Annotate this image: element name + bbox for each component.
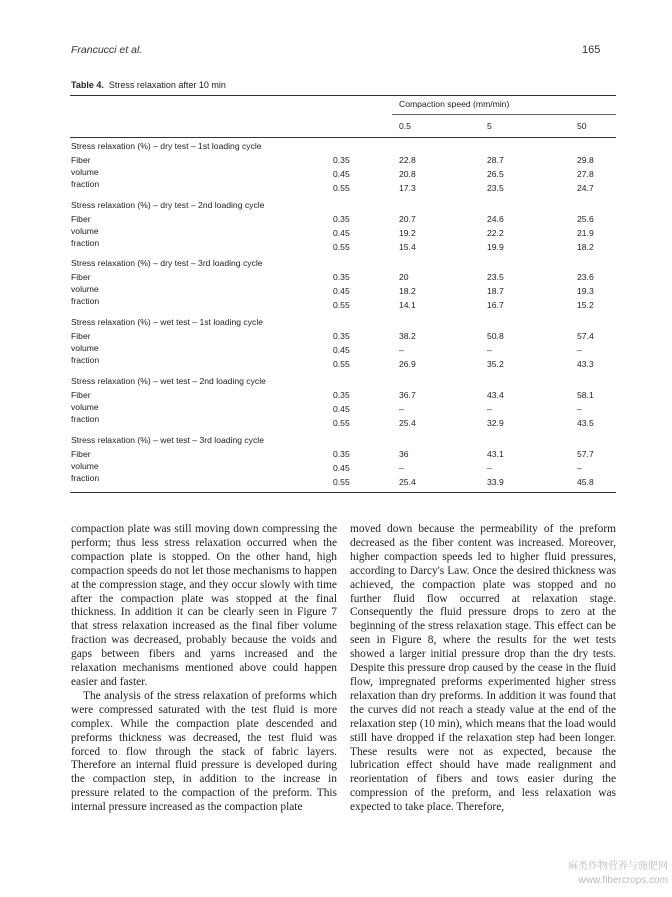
table-cell: 36 — [399, 448, 409, 459]
table-caption — [71, 80, 226, 90]
table-cell: 43.4 — [487, 389, 504, 400]
table-cell: 17.3 — [399, 183, 416, 193]
table-cell: 26.9 — [399, 359, 416, 370]
row-label-line: fraction — [71, 472, 100, 483]
table-group-title: Stress relaxation (%) – dry test – 2nd loading cycle — [71, 199, 265, 210]
fiber-volume-fraction-cell: 0.45 — [333, 462, 350, 473]
table-cell: 20 — [399, 272, 409, 283]
row-label-line: volume — [71, 401, 99, 412]
table-top-rule — [70, 95, 616, 96]
row-label-line: Fiber — [71, 155, 91, 165]
fiber-volume-fraction-cell: 0.55 — [333, 417, 350, 428]
row-label-line: Fiber — [71, 272, 91, 283]
table-title: Stress relaxation after 10 min — [108, 80, 226, 90]
table-cell: 43.5 — [577, 417, 594, 428]
table-cell: 18.2 — [399, 286, 416, 297]
paragraph: The analysis of the stress relaxation of preforms which were compressed saturated with the test fluid is more complex. While the compaction plate descended and preforms thickness was decreased, the test fluid was forced to flow through the stack of fabric layers. Therefore an internal fluid pressure is developed during the compaction step, in addition to the increase in pressure related to the compaction of the preform. This internal pressure increased as the compaction plate — [71, 689, 337, 814]
row-label-line: Fiber — [71, 213, 91, 224]
table-cell: 15.2 — [577, 300, 594, 311]
row-label-line: fraction — [71, 413, 100, 424]
row-label-line: volume — [71, 284, 99, 295]
row-label-line: volume — [71, 225, 99, 236]
table-cell: 21.9 — [577, 227, 594, 238]
table-cell: 23.5 — [487, 183, 504, 193]
table-cell: 18.2 — [577, 241, 594, 252]
table-cell: – — [577, 403, 582, 414]
table-group-title: Stress relaxation (%) – dry test – 1st loading cycle — [71, 141, 262, 151]
fiber-volume-fraction-cell: 0.35 — [333, 272, 350, 283]
row-label-line: volume — [71, 167, 99, 177]
column-group-rule — [392, 114, 616, 115]
fiber-volume-fraction-cell: 0.35 — [333, 448, 350, 459]
table-cell: 19.2 — [399, 227, 416, 238]
table-cell: 57.4 — [577, 331, 594, 342]
fiber-volume-fraction-cell: 0.55 — [333, 476, 350, 487]
table-cell: 43.1 — [487, 448, 504, 459]
table-group-title: Stress relaxation (%) – wet test – 3rd loading cycle — [71, 434, 264, 445]
table-cell: – — [577, 462, 582, 473]
fiber-volume-fraction-cell: 0.55 — [333, 183, 350, 193]
row-label-line: fraction — [71, 296, 100, 307]
fiber-volume-fraction-cell: 0.35 — [333, 331, 350, 342]
table-cell: 22.8 — [399, 155, 416, 165]
watermark-line: www.fibercrops.com — [578, 875, 668, 886]
table-cell: 25.4 — [399, 417, 416, 428]
table-cell: 24.7 — [577, 183, 594, 193]
row-label-line: fraction — [71, 237, 100, 248]
speed-header-1: 5 — [487, 121, 492, 131]
table-cell: 29.8 — [577, 155, 594, 165]
running-header-author: Francucci et al. — [71, 44, 143, 56]
fiber-volume-fraction-cell: 0.35 — [333, 213, 350, 224]
table-cell: 43.3 — [577, 359, 594, 370]
fiber-volume-fraction-cell: 0.45 — [333, 345, 350, 356]
table-cell: 27.8 — [577, 169, 594, 179]
table-header-rule — [70, 137, 616, 138]
table-label: Table 4. — [71, 80, 104, 90]
fiber-volume-fraction-cell: 0.35 — [333, 389, 350, 400]
row-label-line: volume — [71, 460, 99, 471]
table-cell: 15.4 — [399, 241, 416, 252]
table-cell: 35.2 — [487, 359, 504, 370]
table-cell: 36.7 — [399, 389, 416, 400]
table-group-title: Stress relaxation (%) – dry test – 3rd loading cycle — [71, 258, 263, 269]
table-cell: 14.1 — [399, 300, 416, 311]
table-group-title: Stress relaxation (%) – wet test – 1st loading cycle — [71, 317, 264, 328]
fiber-volume-fraction-cell: 0.55 — [333, 300, 350, 311]
table-cell: 20.7 — [399, 213, 416, 224]
paragraph: moved down because the permeability of the preform decreased as the fiber content was increased. Moreover, higher compaction speeds led to higher fluid pressures, according to Darcy's Law. Once the desired thickness was achieved, the compaction plate was stopped and no further fluid flow occurred at relaxation stage. Consequently the fluid pressure drops to zero at the beginning of the stress relaxation stage. This effect can be seen in Figure 8, where the results for the wet tests showed a larger initial pressure drop than the dry tests. Despite this pressure drop caused by the cease in the fluid flow, impregnated preforms experimented higher stress relaxation than dry preforms. In addition it was found that the curves did not reach a steady value at the end of the relaxation step (10 min), which means that the load would still have dropped if the relaxation step had been longer. These results were not as expected, because the lubrication effect should have made realignment and reorientation of fibers and tows easier during the compression of the preform, and less relaxation was expected to take place. Therefore, — [350, 523, 616, 814]
fiber-volume-fraction-cell: 0.45 — [333, 286, 350, 297]
table-cell: 20.8 — [399, 169, 416, 179]
fiber-volume-fraction-cell: 0.45 — [333, 227, 350, 238]
table-cell: 26.5 — [487, 169, 504, 179]
row-label-line: Fiber — [71, 389, 91, 400]
table-bottom-rule — [70, 492, 616, 493]
table-cell: – — [399, 403, 404, 414]
table-cell: 16.7 — [487, 300, 504, 311]
table-cell: 28.7 — [487, 155, 504, 165]
table-cell: 23.5 — [487, 272, 504, 283]
watermark-line: 麻类作物营养与施肥网 — [568, 861, 668, 872]
body-right-column — [350, 523, 616, 815]
speed-header-0: 0.5 — [399, 121, 411, 131]
row-label-line: Fiber — [71, 331, 91, 342]
row-label-line: fraction — [71, 179, 100, 189]
site-watermark — [536, 860, 668, 888]
table-cell: 38.2 — [399, 331, 416, 342]
page-number: 165 — [582, 44, 601, 56]
speed-header-2: 50 — [577, 121, 587, 131]
fiber-volume-fraction-cell: 0.45 — [333, 403, 350, 414]
paragraph: compaction plate was still moving down compressing the perform; thus less stress relaxation occurred when the compaction plate is stopped. On the other hand, high compaction speeds do not let those mechanisms to happen at the compression stage, and they occur slowly with time after the compaction plate was stopped at the final thickness. In addition it can be clearly seen in Figure 7 that stress relaxation increased as the final fiber volume fraction was decreased, probably because the voids and gaps between fibers and yarns increased and the relaxation mechanisms mentioned above could happen easier and faster. — [71, 523, 337, 688]
table-cell: 33.9 — [487, 476, 504, 487]
table-cell: – — [577, 345, 582, 356]
row-label-line: Fiber — [71, 448, 91, 459]
table-cell: 25.6 — [577, 213, 594, 224]
table-cell: – — [399, 345, 404, 356]
fiber-volume-fraction-cell: 0.55 — [333, 359, 350, 370]
table-group-title: Stress relaxation (%) – wet test – 2nd loading cycle — [71, 375, 266, 386]
table-cell: 50.8 — [487, 331, 504, 342]
table-cell: 19.3 — [577, 286, 594, 297]
table-cell: 32.9 — [487, 417, 504, 428]
table-cell: 19.9 — [487, 241, 504, 252]
column-group-header: Compaction speed (mm/min) — [399, 99, 510, 109]
row-label-line: fraction — [71, 355, 100, 366]
table-cell: 57.7 — [577, 448, 594, 459]
table-cell: 45.8 — [577, 476, 594, 487]
table-cell: 23.6 — [577, 272, 594, 283]
table-cell: 25.4 — [399, 476, 416, 487]
row-label-line: volume — [71, 343, 99, 354]
table-cell: – — [487, 403, 492, 414]
table-cell: – — [399, 462, 404, 473]
table-cell: 18.7 — [487, 286, 504, 297]
fiber-volume-fraction-cell: 0.45 — [333, 169, 350, 179]
table-cell: 24.6 — [487, 213, 504, 224]
body-left-column — [71, 523, 337, 815]
table-cell: 58.1 — [577, 389, 594, 400]
fiber-volume-fraction-cell: 0.55 — [333, 241, 350, 252]
fiber-volume-fraction-cell: 0.35 — [333, 155, 350, 165]
table-cell: – — [487, 462, 492, 473]
table-cell: – — [487, 345, 492, 356]
table-cell: 22.2 — [487, 227, 504, 238]
